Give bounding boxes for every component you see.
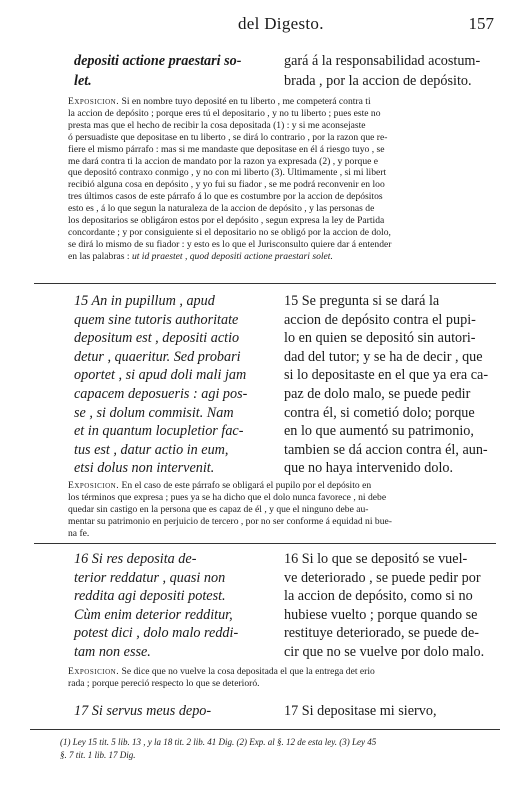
spanish-line: paz de dolo malo, se puede pedir <box>284 385 471 402</box>
running-head: del Digesto. <box>238 14 324 33</box>
latin-line: reddita agi depositi potest. <box>74 588 226 605</box>
latin-line: depositi actione praestari so- <box>74 53 242 69</box>
latin-line: capacem deposueris : agi pos- <box>74 385 248 402</box>
exposicion-line: quedar sin castigo en la persona que es capaz de él , y que el ninguno debe au- <box>68 503 369 515</box>
latin-line: potest dici , dolo malo reddi- <box>74 625 239 642</box>
exposicion-line: Exposicion. Se dice que no vuelve la cosa depositada el que la entrega det erio <box>68 666 375 677</box>
exposicion-line: la accion de depósito ; porque eres tú el depositario , y no tu liberto ; pues este no <box>68 107 381 119</box>
exposicion-line: mentar su patrimonio en perjuicio de tercero , por no ser conforme á equidad ni bue- <box>68 515 392 527</box>
latin-line: etsi dolus non intervenit. <box>74 460 215 477</box>
latin-line: se , si dolum commisit. Nam <box>74 404 234 421</box>
exposicion-line: en las palabras : ut id praestet , quod depositi actione praestari solet. <box>68 250 333 262</box>
exposicion-line: recibió alguna cosa en depósito , y yo fui su fiador , se me podrá reconvenir en loo <box>68 179 385 191</box>
spanish-line: que no haya intervenido dolo. <box>284 460 454 477</box>
latin-line: terior reddatur , quasi non <box>74 569 226 586</box>
exposicion-line: esto es , á lo que segun la naturaleza de la accion de depósito , y las personas de <box>68 203 375 215</box>
spanish-line: lo en quien se depositó sin autori- <box>284 330 476 347</box>
section-divider <box>34 283 496 284</box>
footnote-line: (1) Ley 15 tit. 5 lib. 13 , y la 18 tit. 2 lib. 41 Dig. (2) Exp. al §. 12 de esta ley. (3) Ley 45 <box>60 737 377 747</box>
exposicion-line: presta mas que el hecho de recibir la cosa depositada (1) : y si me aconsejaste <box>68 119 366 131</box>
footnotes <box>60 736 500 761</box>
exposicion-line: rada ; porque pereció respecto lo que se deterioró. <box>68 677 260 689</box>
latin-text <box>74 292 264 478</box>
exposicion-line: tres últimos casos de este párrafo á lo que es costumbre por la accion de depósitos <box>68 191 383 203</box>
footnote-rule <box>30 729 500 730</box>
spanish-line: la accion de depósito, como si no <box>284 588 473 605</box>
spanish-line: restituye deteriorado, se puede de- <box>284 625 479 642</box>
exposicion-line: se dirá lo mismo de su fiador : y esto es lo que el Jurisconsulto quiere dar á entender <box>68 238 392 250</box>
spanish-text <box>284 550 494 662</box>
latin-line: tam non esse. <box>74 643 151 660</box>
spanish-line: cir que no se vuelve por dolo malo. <box>284 643 485 660</box>
spanish-line: si lo depositaste en el que ya era ca- <box>284 367 489 384</box>
spanish-line: 15 Se pregunta si se dará la <box>284 293 440 309</box>
exposicion-lead: Exposicion. <box>68 666 120 677</box>
latin-line: oportet , si apud doli mali jam <box>74 367 247 384</box>
latin-line: 17 Si servus meus depo- <box>74 703 212 719</box>
spanish-text <box>284 52 494 91</box>
latin-line: tus est , datur actio in eum, <box>74 441 229 458</box>
latin-line: et in quantum locupletior fac- <box>74 423 244 440</box>
page-header <box>0 14 532 40</box>
latin-line: 16 Si res deposita de- <box>74 551 197 567</box>
section-divider <box>34 543 496 544</box>
spanish-line: 17 Si depositase mi siervo, <box>284 703 437 719</box>
spanish-text <box>284 702 494 721</box>
spanish-line: dad del tutor; y se ha de decir , que <box>284 348 483 365</box>
latin-line: quem sine tutoris authoritate <box>74 311 239 328</box>
exposicion-line: Exposicion. En el caso de este párrafo se obligará el pupilo por el depósito en <box>68 480 372 491</box>
exposicion-line: Exposicion. Si en nombre tuyo deposité en tu liberto , me competerá contra ti <box>68 96 371 107</box>
exposicion-quote: ut id praestet , quod depositi actione praestari solet. <box>131 250 333 262</box>
latin-line: let. <box>74 72 92 89</box>
latin-line: depositum est , depositi actio <box>74 330 240 347</box>
page-number: 157 <box>468 14 494 33</box>
spanish-line: ve deteriorado , se puede pedir por <box>284 569 481 586</box>
exposicion-line: los términos que expresa ; pues ya se ha dicho que el dolo nunca favorece , ni debe <box>68 491 387 503</box>
exposicion-line: que depositó contraxo conmigo , y no con mi liberto (3). Ultimamente , si mi libert <box>68 167 387 179</box>
spanish-text <box>284 292 494 478</box>
exposicion-line: me dará contra ti la accion de mandato por la razon ya expresada (2) , y porque e <box>68 155 379 167</box>
footnote-line: §. 7 tit. 1 lib. 17 Dig. <box>60 749 136 760</box>
exposicion-paragraph <box>68 666 488 690</box>
spanish-line: en lo que aumentó su patrimonio, <box>284 423 474 440</box>
spanish-line: hubiese vuelto ; porque quando se <box>284 606 478 623</box>
latin-text <box>74 550 264 662</box>
spanish-line: accion de depósito contra el pupi- <box>284 311 476 328</box>
exposicion-line: los depositarios se obligáron estos por el depósito , segun expresa la ley de Partida <box>68 215 385 227</box>
spanish-line: contra él, si cometió dolo; porque <box>284 404 475 421</box>
latin-text <box>74 702 264 721</box>
latin-line: Cùm enim deterior redditur, <box>74 606 233 623</box>
spanish-line: tambien se dá accion contra él, aun- <box>284 441 488 458</box>
latin-line: 15 An in pupillum , apud <box>74 293 215 309</box>
latin-line: detur , quaeritur. Sed probari <box>74 348 241 365</box>
exposicion-paragraph <box>68 96 488 263</box>
exposicion-line: na fe. <box>68 527 90 539</box>
exposicion-paragraph <box>68 480 488 540</box>
exposicion-line: concordante ; y por consiguiente si el depositario no se obligó por la accion de dolo, <box>68 226 391 238</box>
spanish-line: 16 Si lo que se depositó se vuel- <box>284 551 468 567</box>
spanish-line: gará á la responsabilidad acostum- <box>284 53 481 69</box>
latin-text <box>74 52 264 91</box>
exposicion-lead: Exposicion. <box>68 96 120 107</box>
spanish-line: brada , por la accion de depósito. <box>284 72 472 89</box>
exposicion-line: fiere el mismo párrafo : mas si me mandaste que depositase en él á riesgo tuyo , se <box>68 143 385 155</box>
exposicion-lead: Exposicion. <box>68 480 120 491</box>
exposicion-line: ó persuadiste que depositase en tu liberto , se dirá lo contrario , por la razon que re- <box>68 131 388 143</box>
